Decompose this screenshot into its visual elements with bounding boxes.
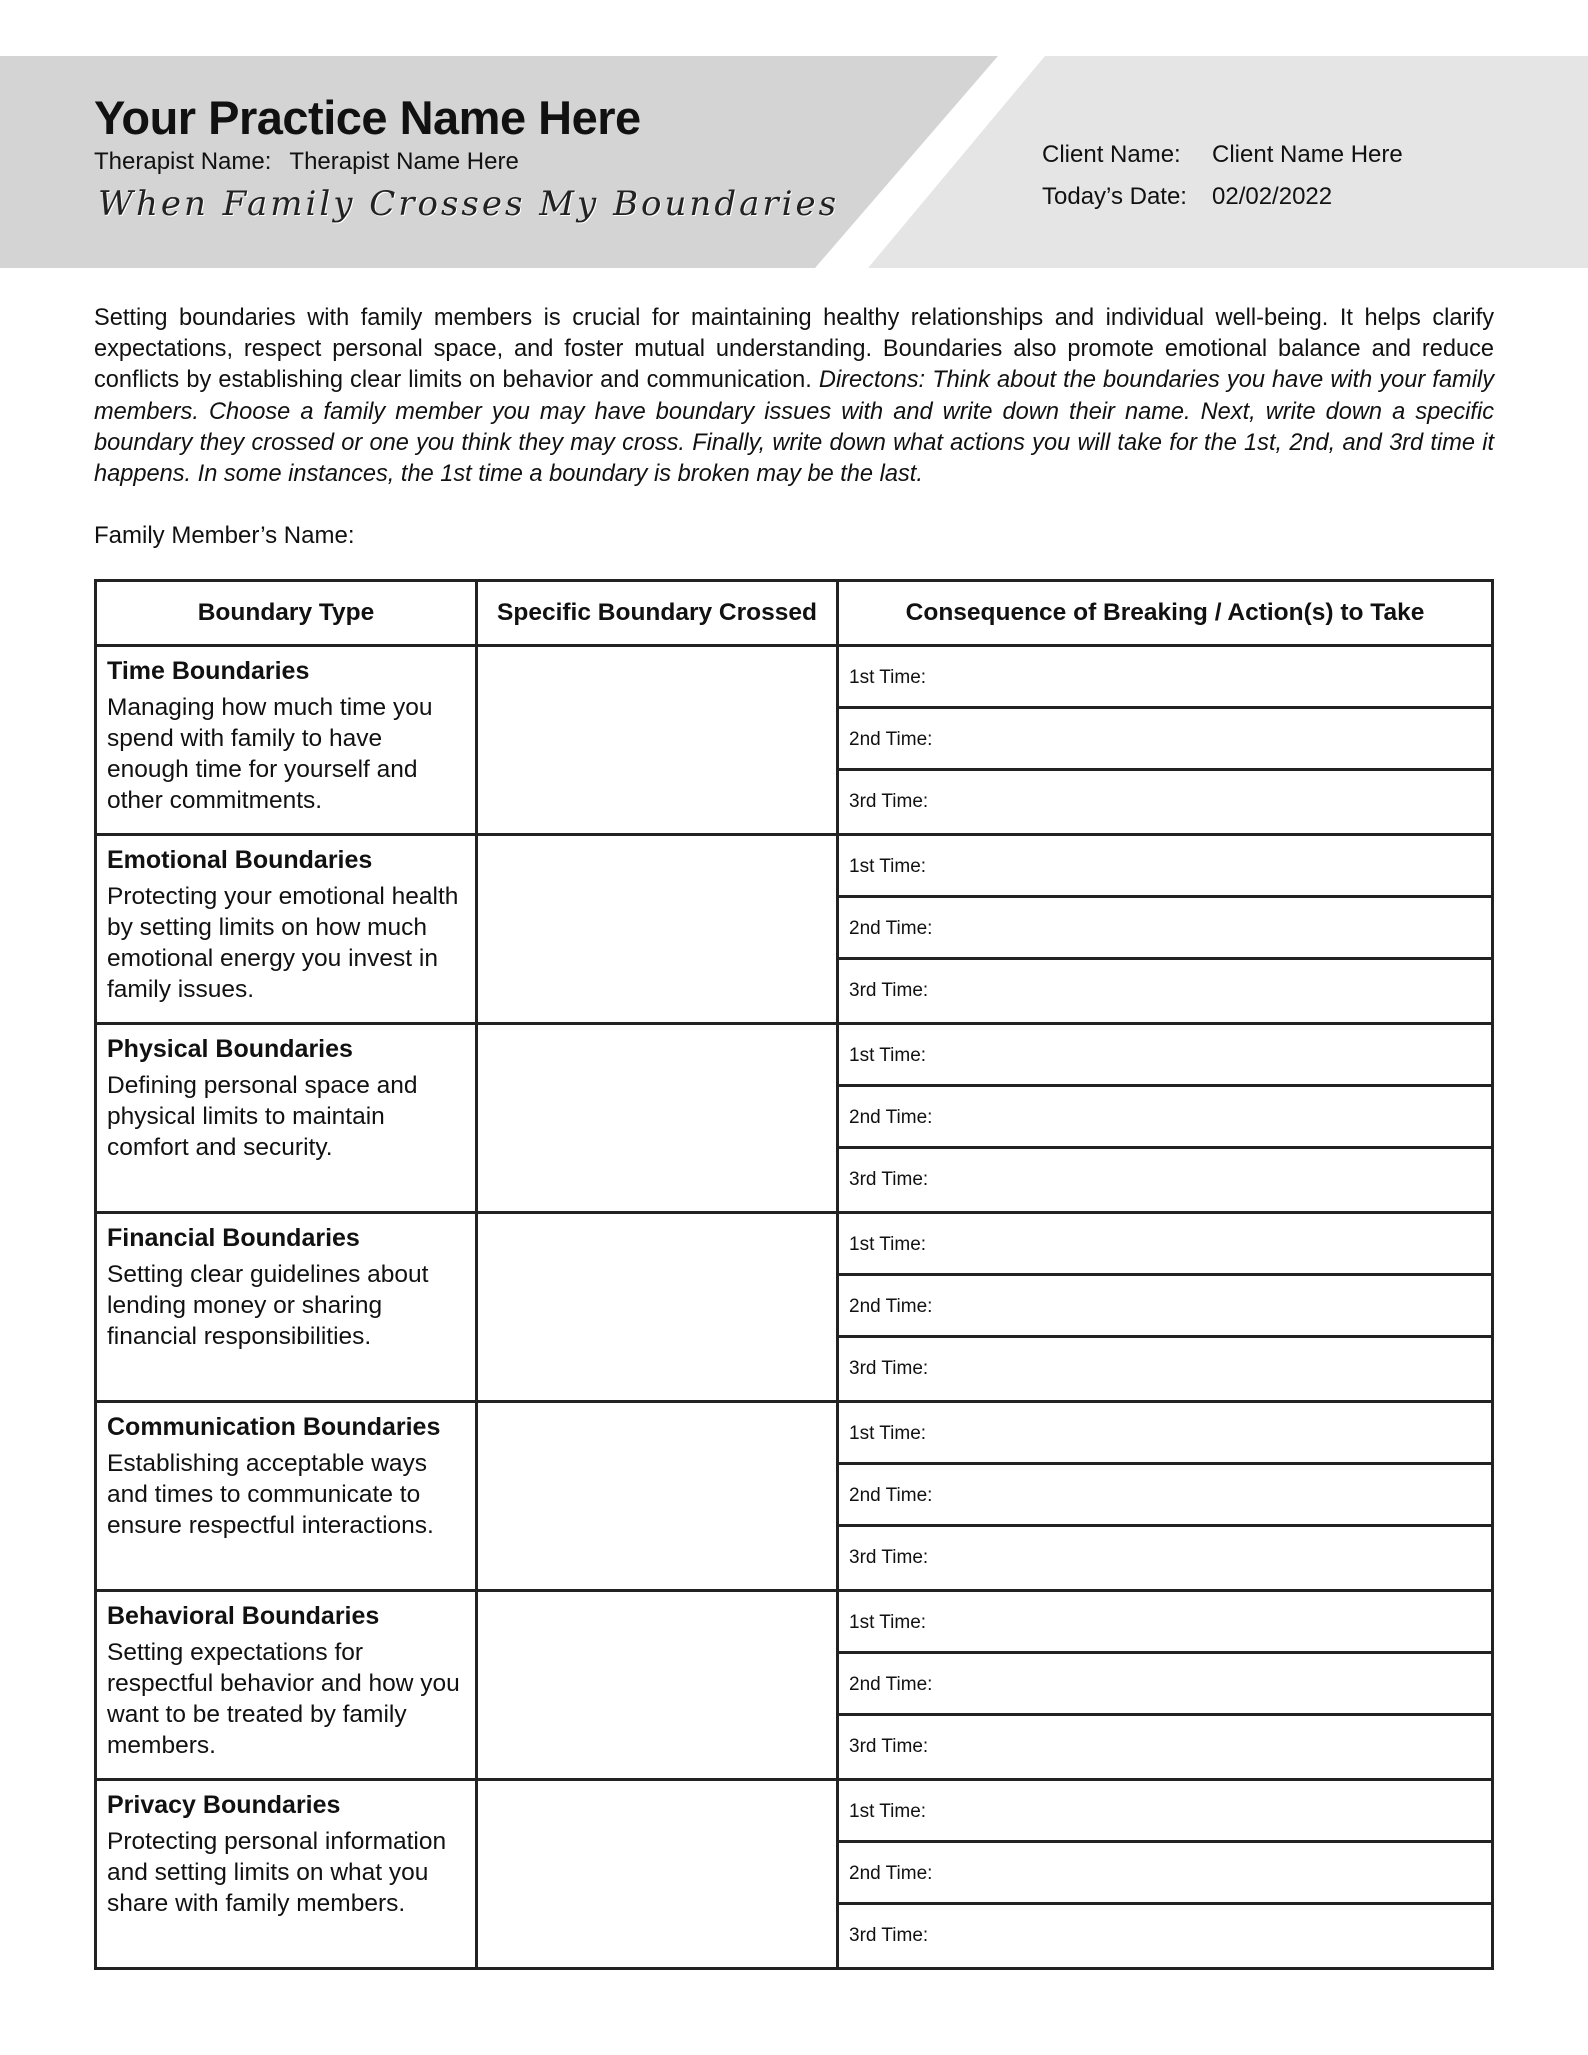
directions-text: Directons: Think about the boundaries you have with your family members. Choose a family member you may have boundary issues with and write down their name. Next, write down a specific boundary they crossed or one you think they may cross. Finally, write down what actions you will take for the 1st, 2nd, and 3rd time it happens. In some instances, the 1st time a boundary is broken may be the last. bbox=[94, 367, 1494, 488]
specific-boundary-field[interactable] bbox=[477, 1402, 838, 1591]
action-field-3[interactable] bbox=[839, 1527, 1491, 1589]
time-label: 1st Time: bbox=[849, 1234, 927, 1255]
boundary-name: Financial Boundaries bbox=[107, 1224, 360, 1252]
therapist-name[interactable]: Therapist Name Here bbox=[289, 148, 519, 175]
table-row bbox=[96, 835, 1493, 1024]
action-field-1[interactable] bbox=[839, 1214, 1491, 1276]
boundary-table bbox=[94, 579, 1494, 1970]
date-label: Today’s Date: bbox=[1042, 183, 1187, 210]
action-field-1[interactable] bbox=[839, 836, 1491, 898]
time-label: 3rd Time: bbox=[849, 1736, 929, 1757]
client-info bbox=[1042, 134, 1403, 218]
table-row bbox=[96, 1780, 1493, 1969]
boundary-name: Communication Boundaries bbox=[107, 1413, 441, 1441]
time-label: 1st Time: bbox=[849, 667, 927, 688]
client-name[interactable]: Client Name Here bbox=[1212, 141, 1403, 168]
family-member-label: Family Member’s Name: bbox=[94, 522, 355, 549]
action-field-1[interactable] bbox=[839, 1025, 1491, 1087]
action-field-2[interactable] bbox=[839, 1087, 1491, 1149]
therapist-label: Therapist Name: bbox=[94, 148, 272, 175]
boundary-description: Protecting your emotional health by setting limits on how much emotional energy you invest in family issues. bbox=[107, 883, 459, 1003]
time-label: 3rd Time: bbox=[849, 1169, 929, 1190]
action-field-1[interactable] bbox=[839, 1403, 1491, 1465]
boundary-description: Managing how much time you spend with family to have enough time for yourself and other commitments. bbox=[107, 694, 433, 814]
time-label: 3rd Time: bbox=[849, 980, 929, 1001]
time-label: 2nd Time: bbox=[849, 918, 933, 939]
action-field-1[interactable] bbox=[839, 1781, 1491, 1843]
table-row bbox=[96, 1591, 1493, 1780]
time-label: 1st Time: bbox=[849, 856, 927, 877]
action-field-3[interactable] bbox=[839, 1149, 1491, 1211]
header-boundary-type: Boundary Type bbox=[96, 581, 477, 646]
time-label: 1st Time: bbox=[849, 1045, 927, 1066]
practice-name: Your Practice Name Here bbox=[94, 91, 641, 144]
time-label: 3rd Time: bbox=[849, 1925, 929, 1946]
boundary-type-cell bbox=[96, 1780, 477, 1969]
boundary-name: Privacy Boundaries bbox=[107, 1791, 341, 1819]
time-label: 2nd Time: bbox=[849, 1863, 933, 1884]
action-field-2[interactable] bbox=[839, 1465, 1491, 1527]
time-label: 3rd Time: bbox=[849, 1547, 929, 1568]
specific-boundary-field[interactable] bbox=[477, 1024, 838, 1213]
boundary-type-cell bbox=[96, 1402, 477, 1591]
action-field-3[interactable] bbox=[839, 1905, 1491, 1967]
specific-boundary-field[interactable] bbox=[477, 1780, 838, 1969]
client-label: Client Name: bbox=[1042, 141, 1181, 168]
consequence-cell bbox=[838, 1591, 1493, 1780]
boundary-description: Protecting personal information and setting limits on what you share with family members. bbox=[107, 1828, 447, 1917]
boundary-type-cell bbox=[96, 1213, 477, 1402]
header-banner bbox=[0, 56, 1588, 268]
action-field-1[interactable] bbox=[839, 647, 1491, 709]
boundary-name: Emotional Boundaries bbox=[107, 846, 373, 874]
time-label: 3rd Time: bbox=[849, 1358, 929, 1379]
therapist-line bbox=[94, 148, 519, 176]
table-row bbox=[96, 1024, 1493, 1213]
time-label: 2nd Time: bbox=[849, 1674, 933, 1695]
date-value[interactable]: 02/02/2022 bbox=[1212, 183, 1333, 210]
consequence-cell bbox=[838, 1213, 1493, 1402]
time-label: 1st Time: bbox=[849, 1612, 927, 1633]
boundary-name: Behavioral Boundaries bbox=[107, 1602, 380, 1630]
boundary-type-cell bbox=[96, 835, 477, 1024]
time-label: 1st Time: bbox=[849, 1801, 927, 1822]
action-field-2[interactable] bbox=[839, 898, 1491, 960]
header-specific-boundary: Specific Boundary Crossed bbox=[477, 581, 838, 646]
time-label: 2nd Time: bbox=[849, 1296, 933, 1317]
action-field-3[interactable] bbox=[839, 771, 1491, 833]
header-consequence: Consequence of Breaking / Action(s) to Take bbox=[838, 581, 1493, 646]
boundary-type-cell bbox=[96, 1024, 477, 1213]
time-label: 3rd Time: bbox=[849, 791, 929, 812]
time-label: 2nd Time: bbox=[849, 1107, 933, 1128]
table-row bbox=[96, 646, 1493, 835]
action-field-2[interactable] bbox=[839, 1276, 1491, 1338]
action-field-3[interactable] bbox=[839, 1716, 1491, 1778]
action-field-2[interactable] bbox=[839, 1654, 1491, 1716]
specific-boundary-field[interactable] bbox=[477, 646, 838, 835]
boundary-description: Defining personal space and physical limits to maintain comfort and security. bbox=[107, 1072, 418, 1161]
boundary-description: Setting clear guidelines about lending money or sharing financial responsibilities. bbox=[107, 1261, 429, 1350]
boundary-type-cell bbox=[96, 1591, 477, 1780]
consequence-cell bbox=[838, 1402, 1493, 1591]
consequence-cell bbox=[838, 646, 1493, 835]
consequence-cell bbox=[838, 1780, 1493, 1969]
action-field-3[interactable] bbox=[839, 1338, 1491, 1400]
worksheet-title: When Family Crosses My Boundaries bbox=[98, 184, 840, 224]
specific-boundary-field[interactable] bbox=[477, 1213, 838, 1402]
action-field-2[interactable] bbox=[839, 709, 1491, 771]
consequence-cell bbox=[838, 835, 1493, 1024]
time-label: 1st Time: bbox=[849, 1423, 927, 1444]
boundary-description: Establishing acceptable ways and times to communicate to ensure respectful interactions. bbox=[107, 1450, 434, 1539]
action-field-2[interactable] bbox=[839, 1843, 1491, 1905]
intro-text: Setting boundaries with family members is crucial for maintaining healthy relationships and individual well-being. It helps clarify expectations, respect personal space, and foster mutual understanding. Boundaries also promote emotional balance and reduce conflicts by establishing clear limits on behavior and communication. bbox=[94, 305, 1494, 394]
table-header-row bbox=[96, 581, 1493, 646]
time-label: 2nd Time: bbox=[849, 1485, 933, 1506]
specific-boundary-field[interactable] bbox=[477, 835, 838, 1024]
specific-boundary-field[interactable] bbox=[477, 1591, 838, 1780]
boundary-name: Time Boundaries bbox=[107, 657, 310, 685]
boundary-type-cell bbox=[96, 646, 477, 835]
boundary-name: Physical Boundaries bbox=[107, 1035, 353, 1063]
action-field-1[interactable] bbox=[839, 1592, 1491, 1654]
table-row bbox=[96, 1402, 1493, 1591]
consequence-cell bbox=[838, 1024, 1493, 1213]
time-label: 2nd Time: bbox=[849, 729, 933, 750]
table-row bbox=[96, 1213, 1493, 1402]
boundary-description: Setting expectations for respectful behavior and how you want to be treated by family members. bbox=[107, 1639, 460, 1759]
action-field-3[interactable] bbox=[839, 960, 1491, 1022]
intro-paragraph bbox=[94, 303, 1494, 490]
